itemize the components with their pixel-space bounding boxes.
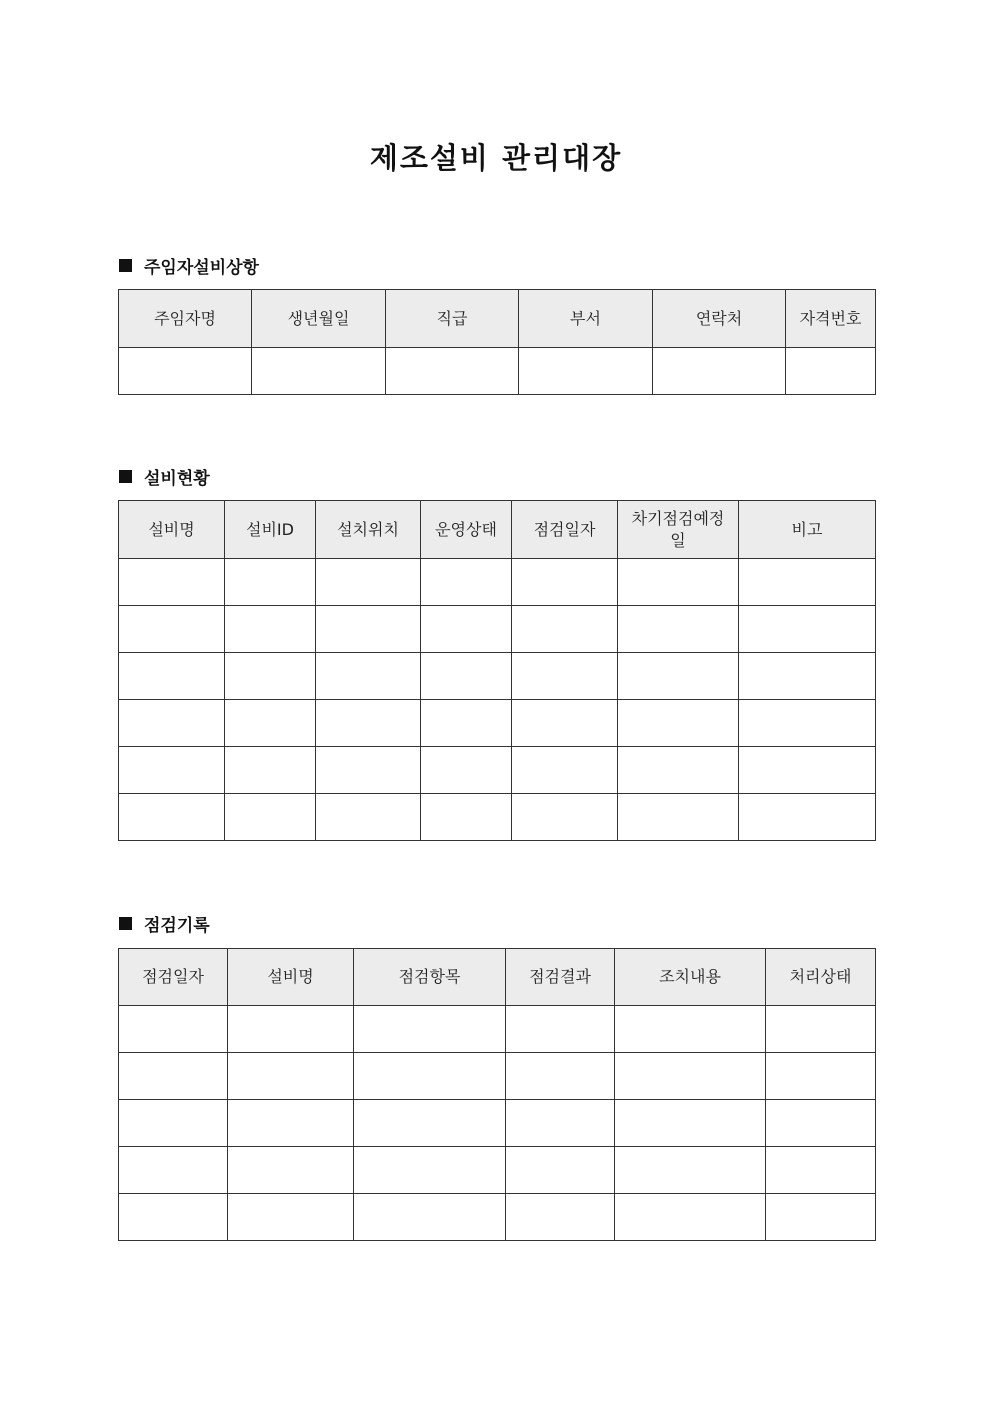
table-cell[interactable] [119,1053,228,1100]
table-cell[interactable] [786,348,876,395]
table-cell[interactable] [119,1194,228,1241]
table-row [119,653,876,700]
table-cell[interactable] [512,747,618,794]
table-cell[interactable] [766,1147,876,1194]
table-cell[interactable] [119,348,252,395]
column-header: 비고 [739,501,876,559]
table-cell[interactable] [252,348,386,395]
table-cell[interactable] [615,1147,766,1194]
table-cell[interactable] [512,794,618,841]
table-cell[interactable] [506,1194,615,1241]
table-cell[interactable] [739,606,876,653]
column-header: 처리상태 [766,949,876,1006]
page-title: 제조설비 관리대장 [369,141,623,175]
table-cell[interactable] [354,1006,506,1053]
table-cell[interactable] [386,348,519,395]
section-heading-supervisor [119,253,259,278]
table-cell[interactable] [228,1100,354,1147]
column-header: 점검항목 [354,949,506,1006]
table-cell[interactable] [615,1053,766,1100]
table-cell[interactable] [228,1006,354,1053]
table-cell[interactable] [615,1194,766,1241]
table-cell[interactable] [225,653,316,700]
table-cell[interactable] [316,559,421,606]
table-row [119,1006,876,1053]
table-cell[interactable] [119,606,225,653]
column-header: 점검결과 [506,949,615,1006]
table-cell[interactable] [225,606,316,653]
table-row [119,1194,876,1241]
table-cell[interactable] [225,700,316,747]
table-cell[interactable] [316,653,421,700]
table-cell[interactable] [421,606,512,653]
column-header: 주임자명 [119,290,252,348]
column-header: 생년월일 [252,290,386,348]
table-cell[interactable] [316,794,421,841]
table-row [119,559,876,606]
table-cell[interactable] [421,653,512,700]
table-cell[interactable] [766,1194,876,1241]
table-cell[interactable] [739,747,876,794]
column-header: 직급 [386,290,519,348]
table-cell[interactable] [766,1053,876,1100]
table-cell[interactable] [119,559,225,606]
table-cell[interactable] [615,1006,766,1053]
column-header: 조치내용 [615,949,766,1006]
section-heading-label: 점검기록 [144,916,210,936]
table-row [119,606,876,653]
equipment-table [118,500,876,841]
square-bullet-icon [119,917,132,930]
table-header-row [119,290,876,348]
table-cell[interactable] [228,1194,354,1241]
table-cell[interactable] [228,1147,354,1194]
table-cell[interactable] [506,1006,615,1053]
table-cell[interactable] [119,653,225,700]
table-cell[interactable] [506,1053,615,1100]
inspection-table [118,948,876,1241]
table-row [119,700,876,747]
table-cell[interactable] [316,700,421,747]
table-cell[interactable] [316,606,421,653]
table-cell[interactable] [512,559,618,606]
table-header-row [119,949,876,1006]
supervisor-table [118,289,876,395]
table-row [119,794,876,841]
column-header: 설비명 [228,949,354,1006]
square-bullet-icon [119,259,132,272]
table-cell[interactable] [421,794,512,841]
column-header: 설비명 [119,501,225,559]
table-cell[interactable] [653,348,786,395]
table-cell[interactable] [512,700,618,747]
table-cell[interactable] [421,747,512,794]
table-cell[interactable] [354,1194,506,1241]
table-cell[interactable] [615,1100,766,1147]
column-header: 연락처 [653,290,786,348]
table-cell[interactable] [354,1147,506,1194]
table-cell[interactable] [421,559,512,606]
column-header: 점검일자 [512,501,618,559]
table-cell[interactable] [225,794,316,841]
table-cell[interactable] [119,1006,228,1053]
table-cell[interactable] [618,559,739,606]
table-cell[interactable] [506,1147,615,1194]
table-cell[interactable] [618,653,739,700]
square-bullet-icon [119,470,132,483]
table-cell[interactable] [225,559,316,606]
table-row [119,1147,876,1194]
section-heading-inspection [119,911,210,936]
table-cell[interactable] [119,747,225,794]
table-cell[interactable] [512,653,618,700]
table-cell[interactable] [316,747,421,794]
table-cell[interactable] [119,1147,228,1194]
column-header: 부서 [519,290,653,348]
table-cell[interactable] [119,1100,228,1147]
column-header: 설비ID [225,501,316,559]
table-cell[interactable] [506,1100,615,1147]
table-cell[interactable] [766,1100,876,1147]
column-header: 운영상태 [421,501,512,559]
table-cell[interactable] [119,794,225,841]
table-cell[interactable] [618,700,739,747]
column-header: 점검일자 [119,949,228,1006]
table-cell[interactable] [512,606,618,653]
table-cell[interactable] [354,1100,506,1147]
table-cell[interactable] [618,747,739,794]
table-row [119,747,876,794]
section-heading-label: 설비현황 [144,469,210,489]
table-cell[interactable] [421,700,512,747]
table-row [119,348,876,395]
table-cell[interactable] [119,700,225,747]
table-cell[interactable] [618,606,739,653]
table-row [119,1100,876,1147]
table-cell[interactable] [766,1006,876,1053]
column-header: 자격번호 [786,290,876,348]
table-cell[interactable] [519,348,653,395]
table-cell[interactable] [739,559,876,606]
table-header-row [119,501,876,559]
table-cell[interactable] [225,747,316,794]
table-cell[interactable] [618,794,739,841]
column-header: 설치위치 [316,501,421,559]
table-cell[interactable] [739,653,876,700]
table-cell[interactable] [739,700,876,747]
section-heading-label: 주임자설비상항 [144,258,259,278]
table-cell[interactable] [228,1053,354,1100]
table-cell[interactable] [354,1053,506,1100]
table-row [119,1053,876,1100]
column-header: 차기점검예정일 [618,501,739,559]
table-cell[interactable] [739,794,876,841]
section-heading-equipment [119,464,210,489]
